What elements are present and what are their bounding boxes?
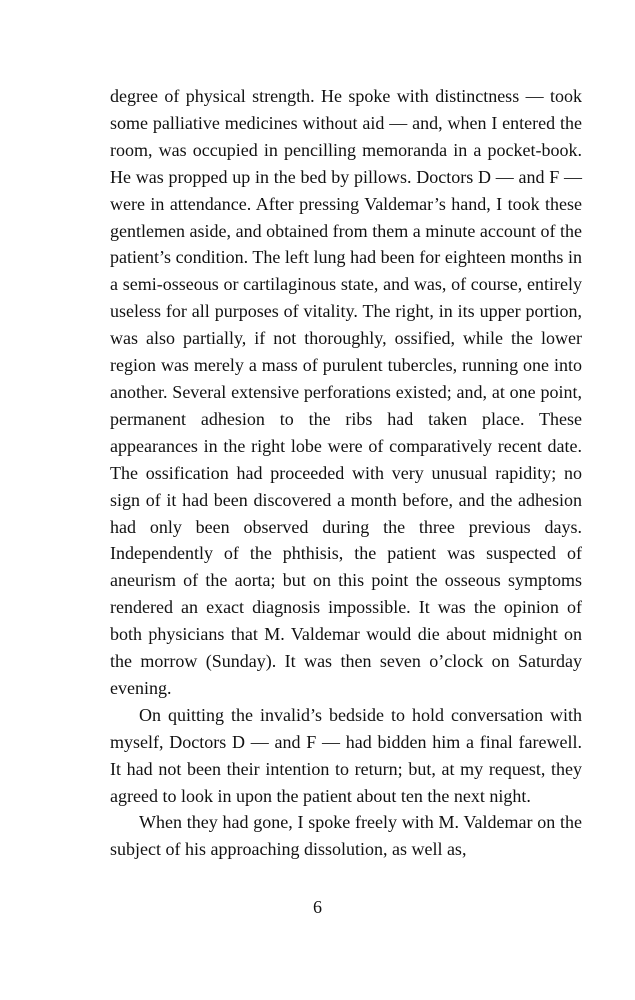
- body-text: [110, 83, 582, 863]
- paragraph-1: degree of physical strength. He spoke with distinctness — took some palliative medicines without aid — and, when I entered the room, was occupied in pencilling memoranda in a pocket-book. He was propped up in the bed by pillows. Doctors D — and F — were in attendance. After pressing Valdemar’s hand, I took these gentlemen aside, and obtained from them a minute account of the patient’s condition. The left lung had been for eighteen months in a semi-osseous or cartilaginous state, and was, of course, entirely useless for all purposes of vitality. The right, in its upper portion, was also partially, if not thoroughly, ossified, while the lower region was merely a mass of purulent tubercles, running one into another. Several extensive perforations existed; and, at one point, permanent adhesion to the ribs had taken place. These appearances in the right lobe were of comparatively recent date. The ossification had proceeded with very unusual rapidity; no sign of it had been discovered a month before, and the adhesion had only been observed during the three previous days. Independently of the phthisis, the patient was suspected of aneurism of the aorta; but on this point the osseous symptoms rendered an exact diagnosis impossible. It was the opinion of both physicians that M. Valdemar would die about midnight on the morrow (Sunday). It was then seven o’clock on Saturday evening.: [110, 86, 582, 698]
- page-number: 6: [313, 897, 322, 917]
- paragraph-3: When they had gone, I spoke freely with M. Valdemar on the subject of his approaching dissolution, as well as,: [110, 812, 582, 860]
- paragraph-2: On quitting the invalid’s bedside to hold conversation with myself, Doctors D — and F — had bidden him a final farewell. It had not been their intention to return; but, at my request, they agreed to look in upon the patient about ten the next night.: [110, 704, 582, 806]
